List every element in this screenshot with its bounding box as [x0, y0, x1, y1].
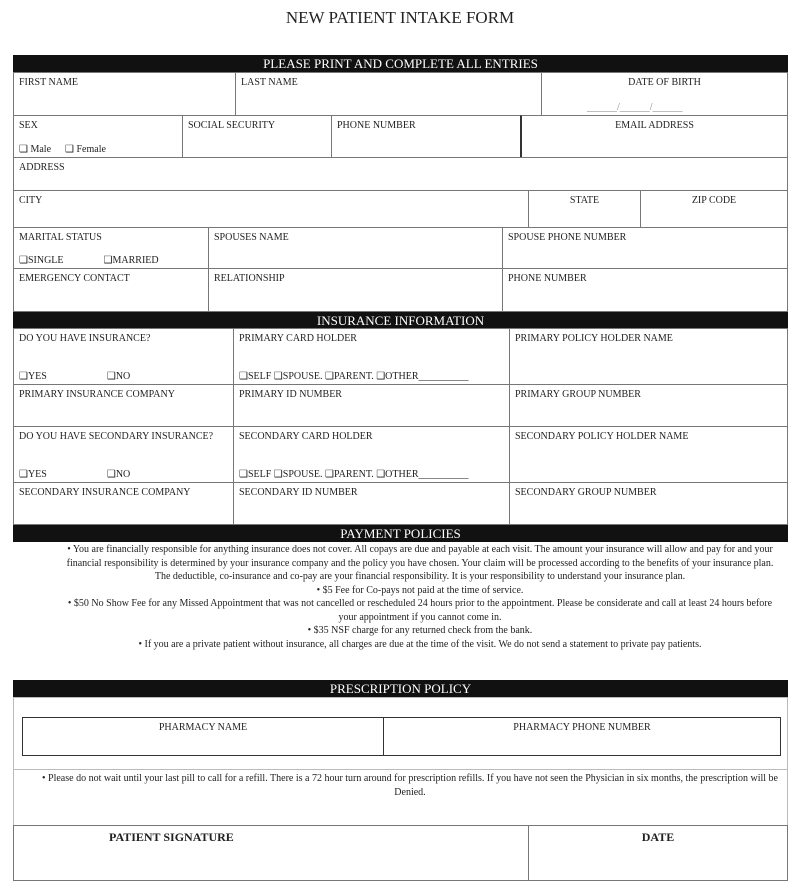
label: SECONDARY ID NUMBER	[239, 487, 358, 498]
primary-id-field[interactable]	[233, 384, 510, 427]
yes-checkbox[interactable]: ❑YES	[19, 371, 47, 382]
primary-policy-holder-field[interactable]	[509, 328, 788, 385]
label: PRIMARY INSURANCE COMPANY	[19, 389, 175, 400]
label: LAST NAME	[241, 77, 298, 88]
label: SECONDARY INSURANCE COMPANY	[19, 487, 191, 498]
label: SECONDARY POLICY HOLDER NAME	[515, 431, 689, 442]
label: DO YOU HAVE INSURANCE?	[19, 333, 151, 344]
pharmacy-name-field[interactable]	[22, 717, 384, 756]
pharmacy-phone-field[interactable]	[383, 717, 781, 756]
label: FIRST NAME	[19, 77, 78, 88]
section-header-personal: PLEASE PRINT AND COMPLETE ALL ENTRIES	[13, 55, 788, 72]
label: PRIMARY CARD HOLDER	[239, 333, 357, 344]
label: CITY	[19, 195, 43, 206]
spouse-phone-field[interactable]	[502, 227, 788, 269]
label: EMAIL ADDRESS	[615, 120, 694, 131]
secondary-id-field[interactable]	[233, 482, 510, 525]
phone-field[interactable]	[331, 115, 521, 158]
primary-company-field[interactable]	[13, 384, 234, 427]
label: SOCIAL SECURITY	[188, 120, 276, 131]
section-header-insurance: INSURANCE INFORMATION	[13, 312, 788, 329]
date-field[interactable]	[528, 825, 788, 881]
label: PHONE NUMBER	[508, 273, 587, 284]
dob-blank: ______/______/______	[587, 102, 683, 113]
yes-checkbox[interactable]: ❑YES	[19, 469, 47, 480]
section-header-prescription: PRESCRIPTION POLICY	[13, 680, 788, 697]
label: SEX	[19, 120, 38, 131]
have-secondary-field	[13, 426, 234, 483]
label: DO YOU HAVE SECONDARY INSURANCE?	[19, 431, 214, 442]
state-field[interactable]	[528, 190, 641, 228]
no-checkbox[interactable]: ❑NO	[106, 371, 131, 382]
zip-field[interactable]	[640, 190, 788, 228]
policy-item: • If you are a private patient without insurance, all charges are due at the time of the visit. We do not send a statement to private pay patients.	[138, 638, 702, 650]
label: SECONDARY GROUP NUMBER	[515, 487, 657, 498]
label: PRIMARY ID NUMBER	[239, 389, 342, 400]
label: EMERGENCY CONTACT	[19, 273, 130, 284]
marital-field	[13, 227, 209, 269]
label: PHONE NUMBER	[337, 120, 416, 131]
label: SECONDARY CARD HOLDER	[239, 431, 373, 442]
sex-field	[13, 115, 183, 158]
first-name-field[interactable]	[13, 72, 236, 116]
card-holder-options[interactable]: ❑SELF ❑SPOUSE. ❑PARENT. ❑OTHER__________	[239, 371, 469, 382]
label: MARITAL STATUS	[19, 232, 102, 243]
secondary-card-holder-field	[233, 426, 510, 483]
emergency-phone-field[interactable]	[502, 268, 788, 312]
secondary-group-field[interactable]	[509, 482, 788, 525]
label: DATE OF BIRTH	[628, 77, 701, 88]
label: SPOUSE PHONE NUMBER	[508, 232, 627, 243]
label: DATE	[641, 830, 675, 844]
female-checkbox[interactable]: ❑ Female	[65, 144, 106, 155]
married-checkbox[interactable]: ❑MARRIED	[103, 255, 159, 266]
section-header-payment: PAYMENT POLICIES	[13, 525, 788, 542]
emergency-contact-field[interactable]	[13, 268, 209, 312]
no-checkbox[interactable]: ❑NO	[106, 469, 131, 480]
ssn-field[interactable]	[182, 115, 332, 158]
patient-signature-field[interactable]	[13, 825, 529, 881]
form-title: NEW PATIENT INTAKE FORM	[285, 8, 515, 27]
label: PRIMARY POLICY HOLDER NAME	[515, 333, 673, 344]
relationship-field[interactable]	[208, 268, 503, 312]
prescription-policy-text: • Please do not wait until your last pill to call for a refill. There is a 72 hour turn around for prescription refills. If you have not seen the Physician in six months, the prescription will be Denied.	[42, 773, 778, 798]
label: PRIMARY GROUP NUMBER	[515, 389, 641, 400]
address-field[interactable]	[13, 157, 788, 191]
spouse-name-field[interactable]	[208, 227, 503, 269]
male-checkbox[interactable]: ❑ Male	[19, 144, 52, 155]
policy-item: • $35 NSF charge for any returned check from the bank.	[307, 625, 533, 636]
single-checkbox[interactable]: ❑SINGLE	[19, 255, 64, 266]
label: PATIENT SIGNATURE	[109, 830, 234, 844]
dob-field[interactable]	[541, 72, 788, 116]
label: PHARMACY NAME	[158, 722, 248, 733]
label: ZIP CODE	[691, 195, 737, 206]
last-name-field[interactable]	[235, 72, 542, 116]
primary-group-field[interactable]	[509, 384, 788, 427]
policy-item: • $50 No Show Fee for any Missed Appointment that was not cancelled or rescheduled 24 hours prior to the appointment. Please be considerate and call at least 24 hours before your appointment if you cannot come in.	[67, 598, 773, 623]
primary-card-holder-field	[233, 328, 510, 385]
label: ADDRESS	[19, 162, 65, 173]
label: SPOUSES NAME	[214, 232, 289, 243]
policy-item: • You are financially responsible for anything insurance does not cover. All copays are due and payable at each visit. The amount your insurance will allow and pay for and your financial responsibility is determined by your insurance company and the policy you have chosen. Your claim will be processed according to the benefits of your insurance plan. The deductible, co-insurance and co-pay are your financial responsibility. It is your responsibility to understand your insurance plan.	[66, 544, 774, 582]
secondary-company-field[interactable]	[13, 482, 234, 525]
label: PHARMACY PHONE NUMBER	[513, 722, 651, 733]
secondary-policy-holder-field[interactable]	[509, 426, 788, 483]
label: STATE	[569, 195, 600, 206]
card-holder-options[interactable]: ❑SELF ❑SPOUSE. ❑PARENT. ❑OTHER__________	[239, 469, 469, 480]
have-insurance-field	[13, 328, 234, 385]
label: RELATIONSHIP	[214, 273, 285, 284]
city-field[interactable]	[13, 190, 529, 228]
payment-policies	[60, 543, 780, 651]
email-field[interactable]	[520, 115, 788, 158]
policy-item: • $5 Fee for Co-pays not paid at the time of service.	[316, 584, 524, 596]
